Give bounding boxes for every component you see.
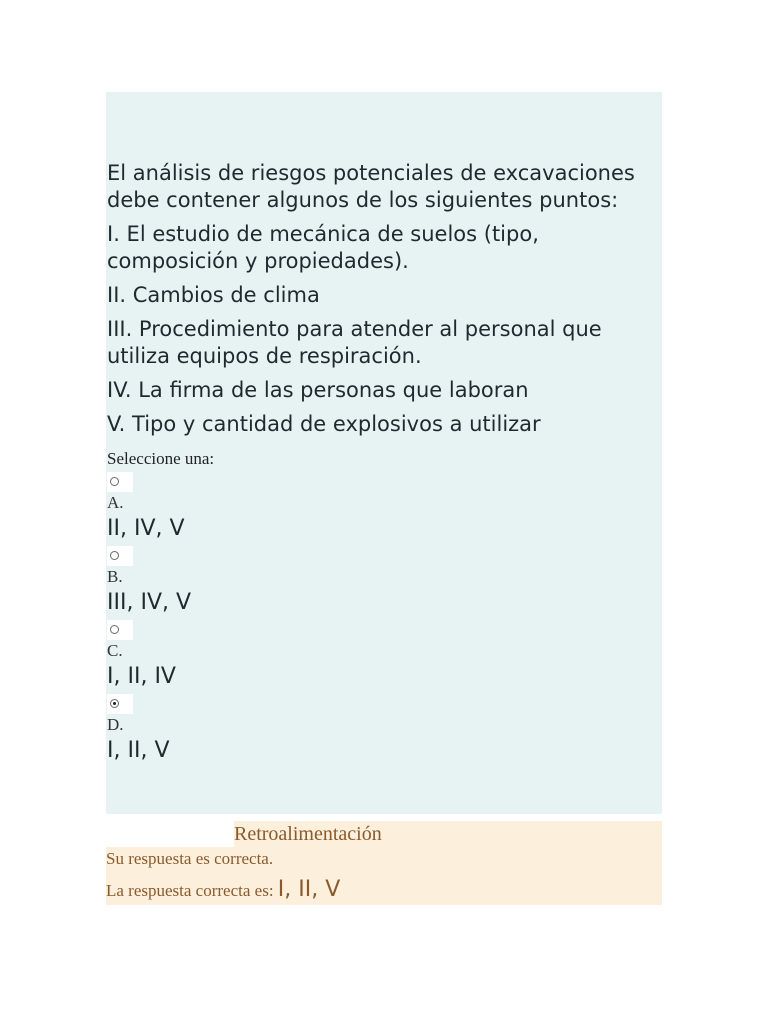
option-c	[107, 620, 662, 692]
option-a-text[interactable]: II, IV, V	[107, 516, 185, 541]
option-d-radio[interactable]	[110, 699, 119, 708]
feedback-title: Retroalimentación	[234, 823, 382, 845]
option-b-radio[interactable]	[110, 551, 119, 560]
option-c-text[interactable]: I, II, IV	[107, 664, 176, 689]
question-intro: El análisis de riesgos potenciales de excavaciones debe contener algunos de los siguientes puntos:	[107, 161, 635, 212]
option-c-radio[interactable]	[110, 625, 119, 634]
option-b-radio-box[interactable]	[107, 546, 133, 566]
feedback-panel	[106, 821, 662, 905]
option-a-radio-box[interactable]	[107, 472, 133, 492]
option-b-letter: B.	[107, 567, 123, 586]
feedback-correct-answer: I, II, V	[277, 877, 341, 902]
question-panel	[106, 92, 662, 814]
option-b-text[interactable]: III, IV, V	[107, 590, 192, 615]
option-a-letter: A.	[107, 493, 124, 512]
option-c-letter: C.	[107, 641, 123, 660]
feedback-correct-line	[106, 877, 340, 902]
question-item-2: II. Cambios de clima	[107, 283, 320, 307]
option-c-radio-box[interactable]	[107, 620, 133, 640]
question-item-4: IV. La firma de las personas que laboran	[107, 378, 529, 402]
option-d-radio-box[interactable]	[107, 694, 133, 714]
option-a	[107, 472, 662, 544]
option-d	[107, 694, 662, 766]
option-b	[107, 546, 662, 618]
question-item-1: I. El estudio de mecánica de suelos (tipo, composición y propiedades).	[107, 222, 539, 273]
feedback-correct-prefix: La respuesta correcta es:	[106, 881, 274, 900]
question-item-3: III. Procedimiento para atender al personal que utiliza equipos de respiración.	[107, 317, 602, 368]
option-a-radio[interactable]	[110, 477, 119, 486]
option-d-letter: D.	[107, 715, 124, 734]
question-item-5: V. Tipo y cantidad de explosivos a utilizar	[107, 412, 541, 436]
feedback-title-spacer	[106, 821, 234, 847]
option-d-text[interactable]: I, II, V	[107, 738, 170, 763]
feedback-result: Su respuesta es correcta.	[106, 849, 274, 868]
select-label: Seleccione una:	[107, 449, 215, 468]
